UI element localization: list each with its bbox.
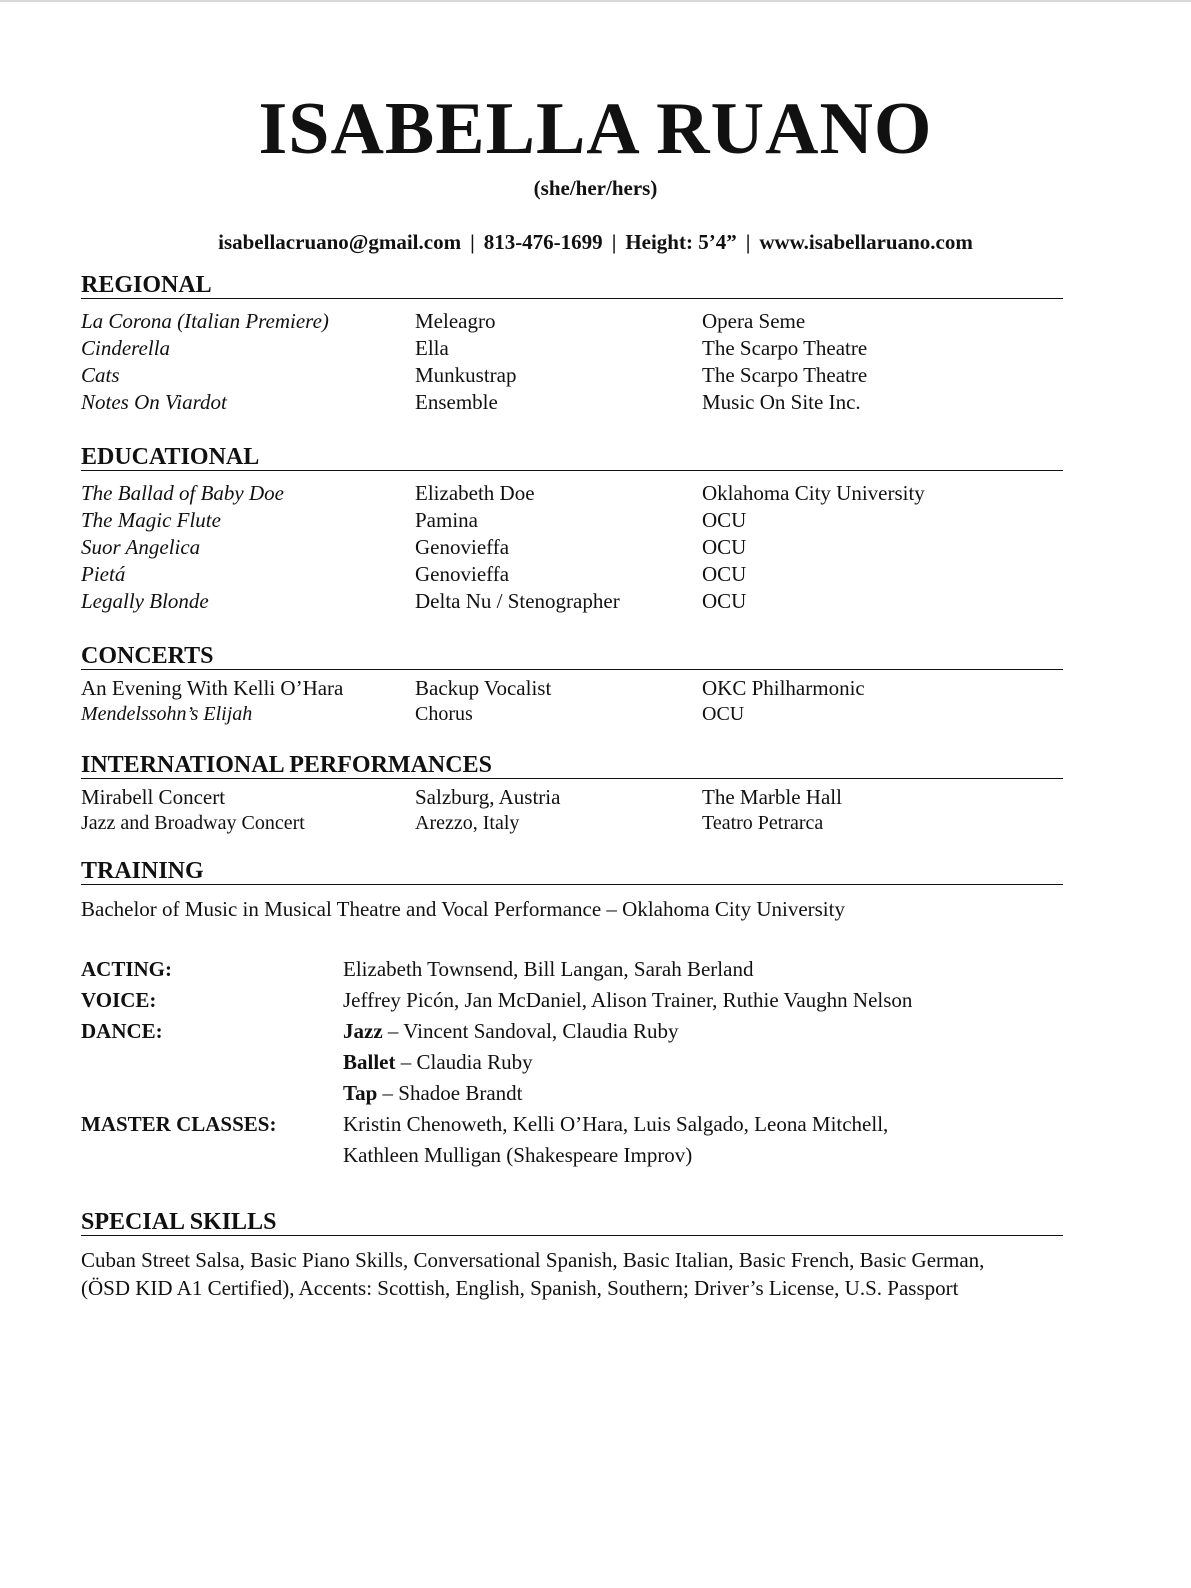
credit-row xyxy=(81,362,1063,389)
dance-style: Ballet xyxy=(343,1050,396,1074)
training-teachers: Kathleen Mulligan (Shakespeare Improv) xyxy=(343,1143,693,1167)
credit-row xyxy=(81,810,1063,836)
credits-list xyxy=(81,308,1063,416)
show-title: The Magic Flute xyxy=(81,508,221,532)
training-teachers: Kristin Chenoweth, Kelli O’Hara, Luis Salgado, Leona Mitchell, xyxy=(343,1112,889,1136)
section-heading: TRAINING xyxy=(81,858,1063,885)
section-special-skills xyxy=(81,1209,1063,1302)
role: Chorus xyxy=(415,703,473,725)
credit-row xyxy=(81,675,1063,701)
section-heading: INTERNATIONAL PERFORMANCES xyxy=(81,752,1063,779)
role: Meleagro xyxy=(415,309,496,333)
training-label: DANCE: xyxy=(81,1019,163,1043)
section-international xyxy=(81,752,1063,836)
role: Genovieffa xyxy=(415,562,510,586)
credit-row xyxy=(81,389,1063,416)
role: Ensemble xyxy=(415,390,498,414)
section-heading: SPECIAL SKILLS xyxy=(81,1209,1063,1236)
dance-item xyxy=(343,1016,678,1046)
company: OCU xyxy=(702,589,747,613)
section-heading: REGIONAL xyxy=(81,272,1063,299)
contact-line xyxy=(0,228,1191,256)
credit-row xyxy=(81,507,1063,534)
training-teachers: Jeffrey Picón, Jan McDaniel, Alison Trainer, Ruthie Vaughn Nelson xyxy=(343,988,913,1012)
show-title: Mendelssohn’s Elijah xyxy=(81,703,253,725)
dance-style: Jazz xyxy=(343,1019,383,1043)
company: OKC Philharmonic xyxy=(702,676,865,700)
dance-item xyxy=(343,1047,533,1077)
company: OCU xyxy=(702,535,747,559)
show-title: An Evening With Kelli O’Hara xyxy=(81,676,344,700)
email-link[interactable]: isabellacruano@gmail.com xyxy=(218,230,462,254)
location: Salzburg, Austria xyxy=(415,785,561,809)
show-title: Pietá xyxy=(81,562,126,586)
dance-item xyxy=(343,1078,523,1108)
dance-teachers: – Vincent Sandoval, Claudia Ruby xyxy=(382,1019,679,1043)
company: The Scarpo Theatre xyxy=(702,363,868,387)
role: Pamina xyxy=(415,508,478,532)
credit-row xyxy=(81,561,1063,588)
role: Genovieffa xyxy=(415,535,510,559)
website-link[interactable]: www.isabellaruano.com xyxy=(759,230,973,254)
company: Opera Seme xyxy=(702,309,806,333)
show-title: Mirabell Concert xyxy=(81,785,226,809)
section-heading: EDUCATIONAL xyxy=(81,444,1063,471)
skills-text xyxy=(81,1246,1063,1302)
section-training xyxy=(81,858,1063,923)
phone-number: 813-476-1699 xyxy=(483,230,603,254)
venue: Teatro Petrarca xyxy=(702,812,824,834)
show-title: The Ballad of Baby Doe xyxy=(81,481,284,505)
credit-row xyxy=(81,784,1063,810)
show-title: Cinderella xyxy=(81,336,171,360)
height-info: Height: 5’4” xyxy=(625,230,737,254)
training-label: VOICE: xyxy=(81,988,157,1012)
show-title: Legally Blonde xyxy=(81,589,209,613)
show-title: Cats xyxy=(81,363,120,387)
section-concerts xyxy=(81,643,1063,727)
company: OCU xyxy=(702,703,745,725)
separator: | xyxy=(611,230,617,254)
dance-teachers: – Shadoe Brandt xyxy=(377,1081,523,1105)
show-title: Jazz and Broadway Concert xyxy=(81,812,305,834)
location: Arezzo, Italy xyxy=(415,812,520,834)
credit-row xyxy=(81,335,1063,362)
credits-list xyxy=(81,675,1063,727)
role: Ella xyxy=(415,336,449,360)
company: The Scarpo Theatre xyxy=(702,336,868,360)
resume-name: ISABELLA RUANO xyxy=(258,88,933,170)
separator: | xyxy=(470,230,475,254)
role: Elizabeth Doe xyxy=(415,481,535,505)
skills-line: Cuban Street Salsa, Basic Piano Skills, Conversational Spanish, Basic Italian, Basic French, Basic German, xyxy=(81,1248,985,1272)
section-heading: CONCERTS xyxy=(81,643,1063,670)
credit-row xyxy=(81,480,1063,507)
separator: | xyxy=(745,230,751,254)
show-title: La Corona (Italian Premiere) xyxy=(81,309,329,333)
company: OCU xyxy=(702,562,747,586)
dance-style: Tap xyxy=(343,1081,378,1105)
degree: Bachelor of Music in Musical Theatre and Vocal Performance – Oklahoma City University xyxy=(81,897,845,921)
show-title: Suor Angelica xyxy=(81,535,201,559)
venue: The Marble Hall xyxy=(702,785,842,809)
credit-row xyxy=(81,308,1063,335)
credit-row xyxy=(81,701,1063,727)
training-teachers: Elizabeth Townsend, Bill Langan, Sarah Berland xyxy=(343,957,754,981)
role: Munkustrap xyxy=(415,363,517,387)
role: Backup Vocalist xyxy=(415,676,552,700)
section-regional xyxy=(81,272,1063,416)
company: Oklahoma City University xyxy=(702,481,925,505)
show-title: Notes On Viardot xyxy=(81,390,227,414)
pronouns: (she/her/hers) xyxy=(533,176,658,200)
training-label: ACTING: xyxy=(81,957,173,981)
training-label: MASTER CLASSES: xyxy=(81,1112,277,1136)
credit-row xyxy=(81,588,1063,615)
company: OCU xyxy=(702,508,747,532)
section-educational xyxy=(81,444,1063,615)
company: Music On Site Inc. xyxy=(702,390,861,414)
role: Delta Nu / Stenographer xyxy=(415,589,620,613)
credits-list xyxy=(81,480,1063,615)
credits-list xyxy=(81,784,1063,836)
skills-line: (ÖSD KID A1 Certified), Accents: Scottish, English, Spanish, Southern; Driver’s License, U.S. Passport xyxy=(81,1276,959,1300)
credit-row xyxy=(81,534,1063,561)
dance-teachers: – Claudia Ruby xyxy=(395,1050,533,1074)
